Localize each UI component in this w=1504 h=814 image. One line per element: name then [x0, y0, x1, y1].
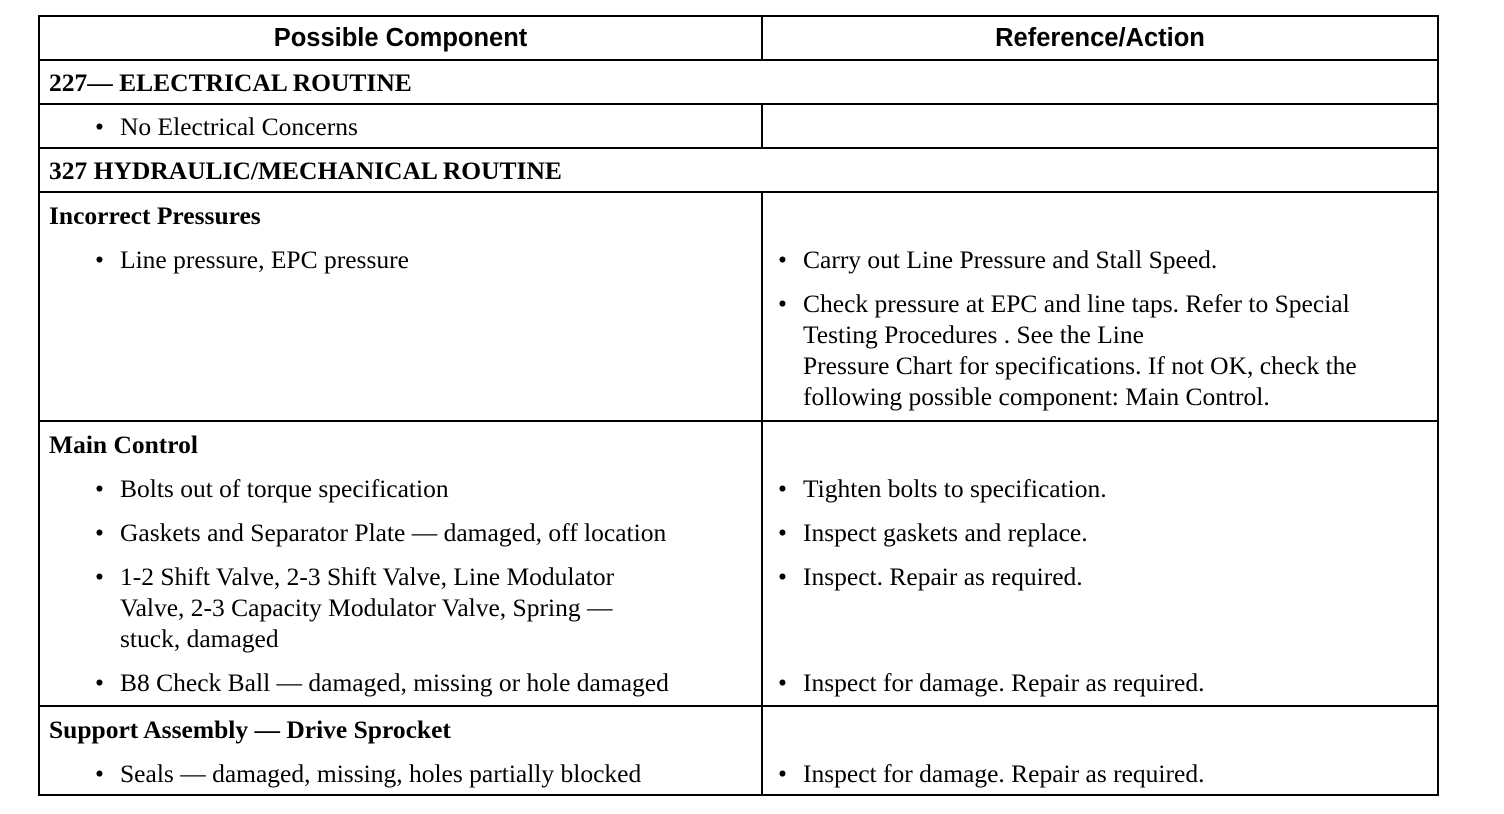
list-item [772, 667, 1428, 698]
action-text: Inspect for damage. Repair as required. [803, 668, 1205, 697]
bullet: • [778, 245, 787, 274]
bullet: • [95, 111, 104, 141]
bullet: • [95, 562, 104, 591]
action-text: Tighten bolts to specification. [803, 474, 1107, 503]
section-row-electrical [39, 60, 1438, 104]
component-text: Gaskets and Separator Plate — damaged, off location [120, 518, 667, 547]
list-item [49, 473, 752, 504]
bullet: • [95, 668, 104, 697]
action-text: Inspect. Repair as required. [803, 562, 1083, 591]
list-item [772, 517, 1428, 548]
list-item [49, 667, 752, 705]
bullet: • [778, 289, 787, 318]
component-text-line: 1-2 Shift Valve, 2-3 Shift Valve, Line Modulator [120, 562, 615, 591]
group-support-assembly [39, 706, 1438, 795]
list-item [49, 758, 752, 794]
section-row-hydraulic [39, 148, 1438, 192]
bullet: • [778, 562, 787, 591]
bullet: • [95, 474, 104, 503]
list-item [772, 244, 1428, 275]
group-main-control [39, 421, 1438, 706]
table-header-row [39, 16, 1438, 60]
component-text: Bolts out of torque specification [120, 474, 449, 503]
group-incorrect-pressures [39, 192, 1438, 421]
bullet: • [95, 245, 104, 274]
header-reference-action: Reference/Action [762, 16, 1438, 60]
bullet: • [95, 518, 104, 547]
list-item [49, 111, 752, 142]
bullet: • [778, 474, 787, 503]
section-title-electrical: 227— ELECTRICAL ROUTINE [39, 60, 1438, 104]
action-text-line: Testing Procedures . See the Line [803, 320, 1144, 349]
action-text: Carry out Line Pressure and Stall Speed. [803, 245, 1218, 274]
list-item [49, 244, 752, 275]
group-title: Support Assembly — Drive Sprocket [49, 715, 451, 744]
header-possible-component: Possible Component [39, 16, 762, 60]
component-text-line: stuck, damaged [120, 624, 279, 653]
component-text: Line pressure, EPC pressure [120, 245, 409, 274]
action-text-line: following possible component: Main Control. [803, 382, 1270, 411]
action-text-line: Check pressure at EPC and line taps. Refer to Special [803, 289, 1350, 318]
group-title: Main Control [49, 430, 198, 459]
list-item [772, 473, 1428, 504]
list-item [772, 561, 1428, 592]
action-text-line: Pressure Chart for specifications. If not OK, check the [803, 351, 1357, 380]
list-item [772, 288, 1428, 420]
component-text: B8 Check Ball — damaged, missing or hole damaged [120, 668, 669, 697]
action-text: Inspect gaskets and replace. [803, 518, 1088, 547]
list-item [772, 758, 1428, 794]
diagnostic-table [38, 15, 1439, 796]
group-title: Incorrect Pressures [49, 201, 261, 230]
table-row [39, 104, 1438, 148]
component-text: No Electrical Concerns [120, 111, 358, 141]
component-text: Seals — damaged, missing, holes partially blocked [120, 759, 642, 788]
bullet: • [778, 759, 787, 788]
list-item [49, 561, 752, 654]
bullet: • [95, 759, 104, 788]
bullet: • [778, 668, 787, 697]
section-title-hydraulic: 327 HYDRAULIC/MECHANICAL ROUTINE [39, 148, 1438, 192]
bullet: • [778, 518, 787, 547]
list-item [49, 517, 752, 548]
action-text: Inspect for damage. Repair as required. [803, 759, 1205, 788]
component-text-line: Valve, 2-3 Capacity Modulator Valve, Spring — [120, 593, 613, 622]
